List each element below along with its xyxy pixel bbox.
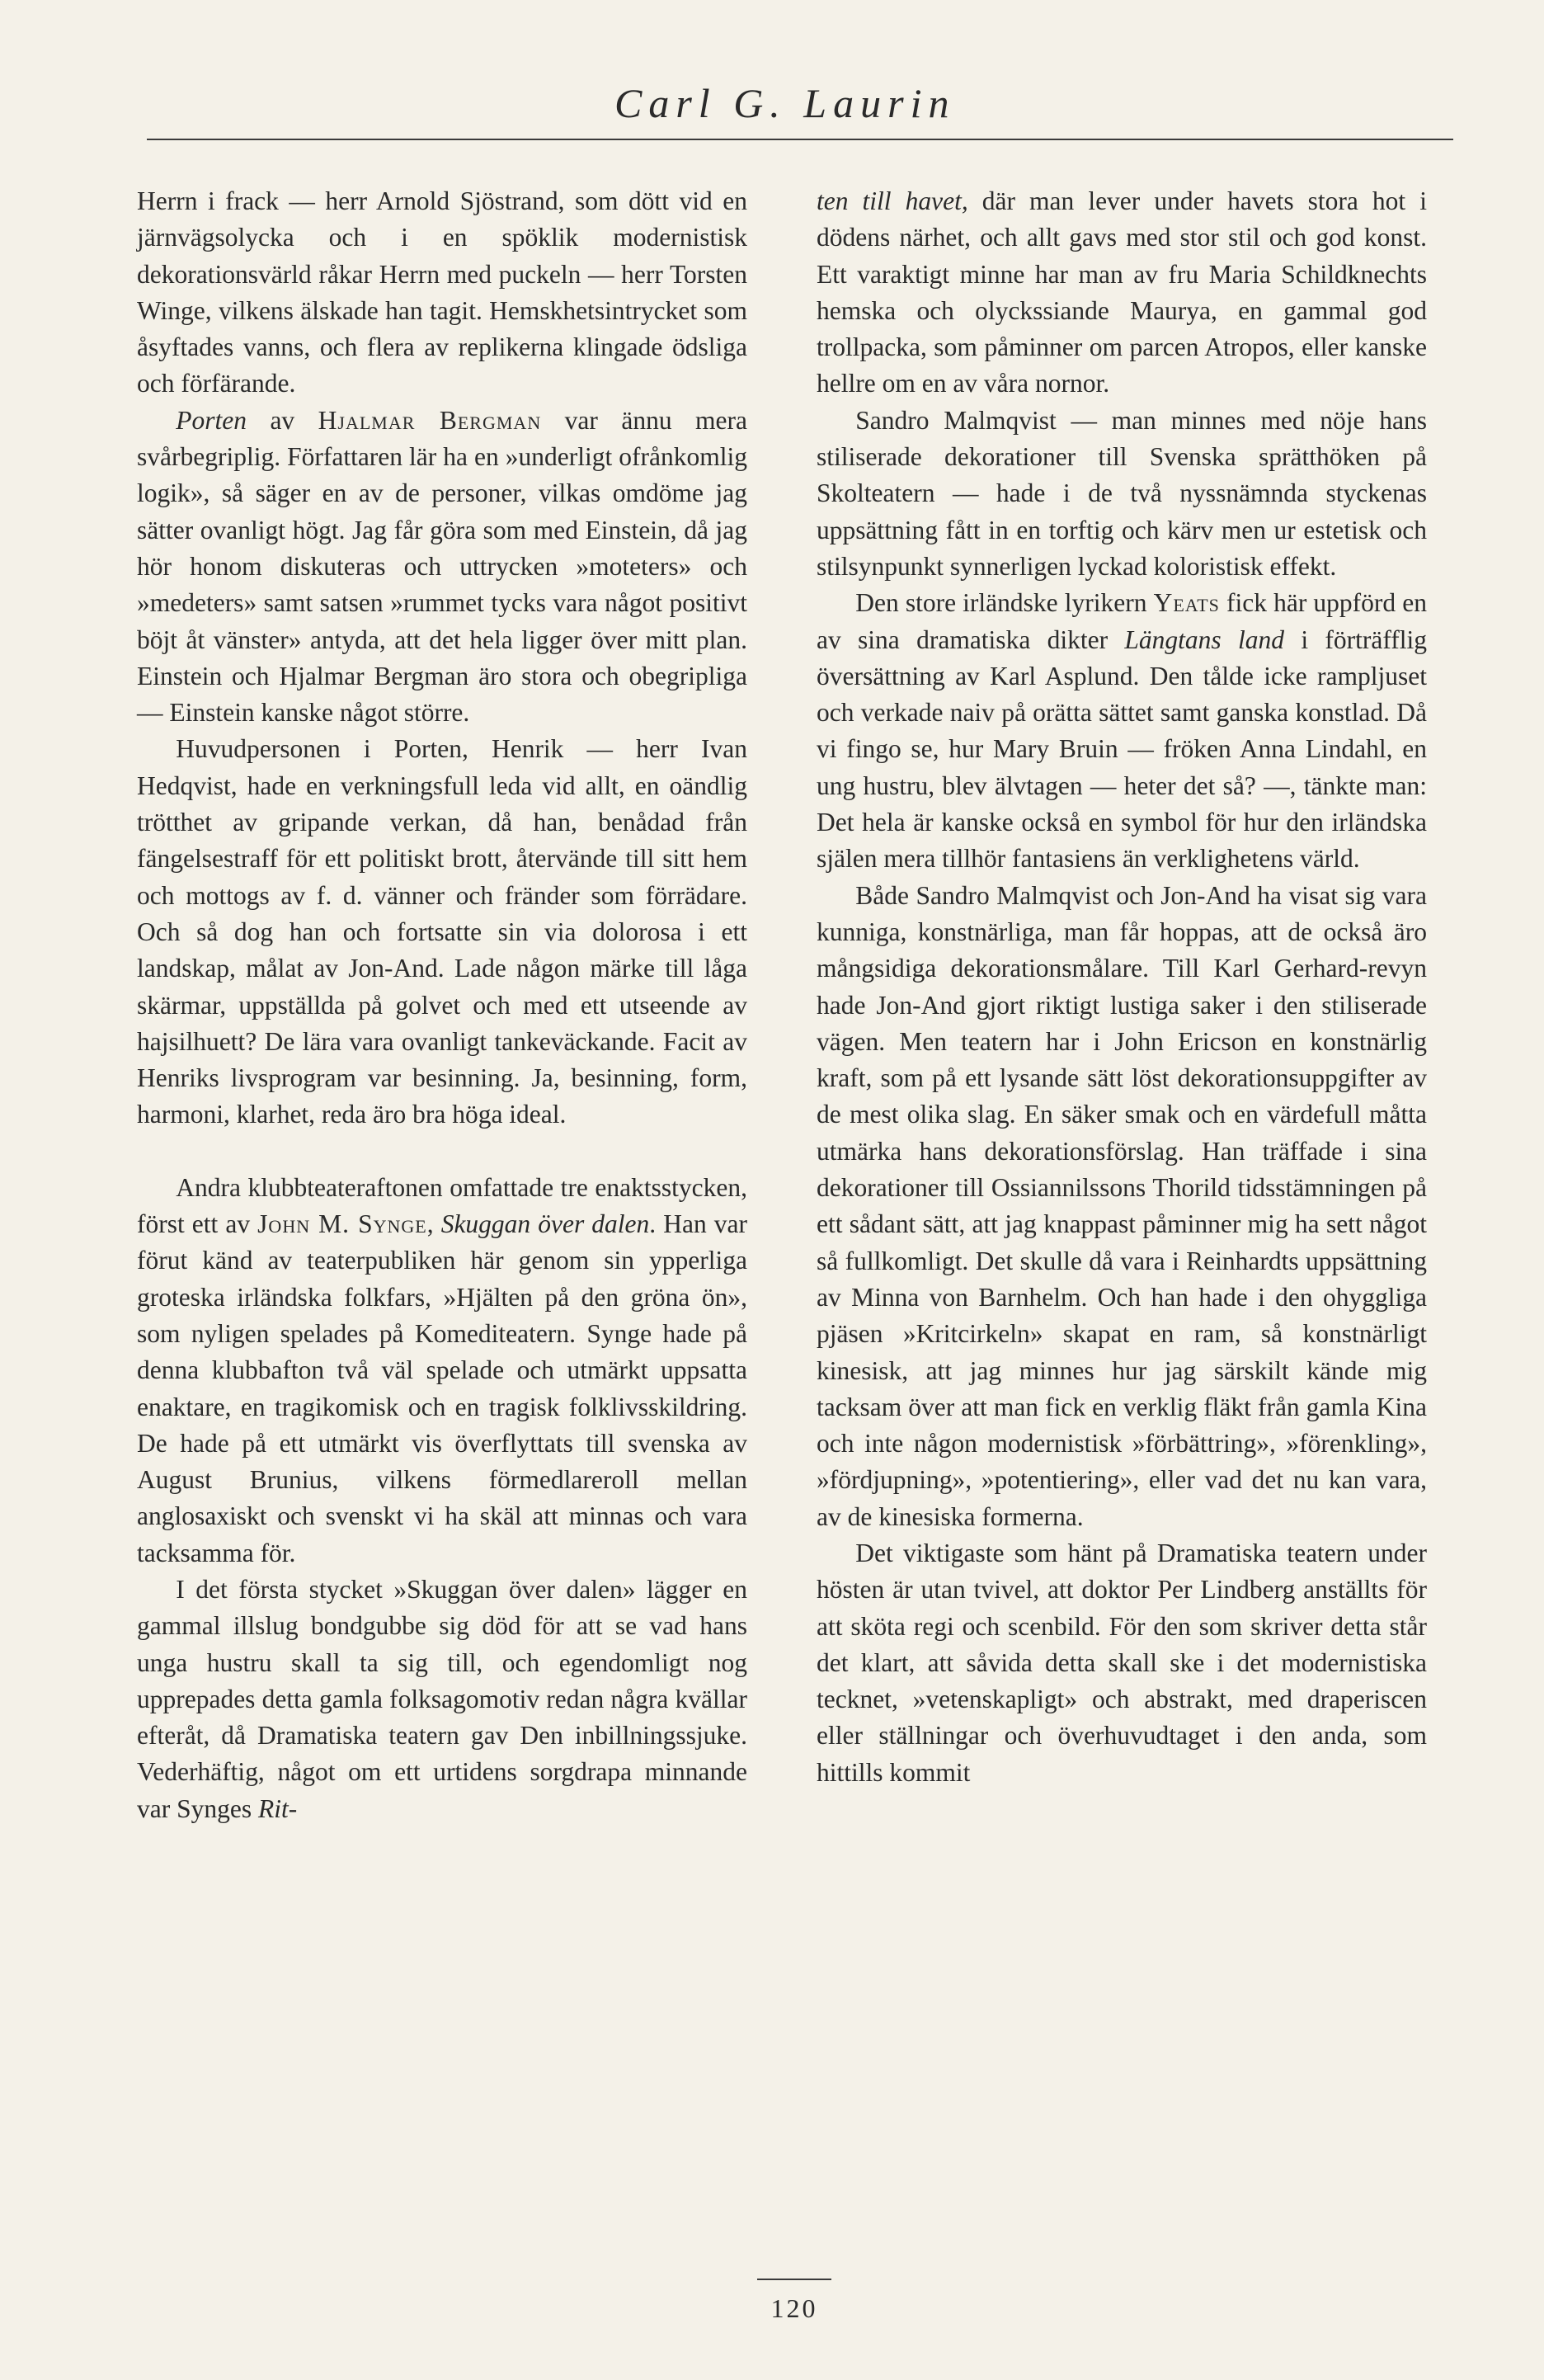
paragraph-text: Sandro Malmqvist — man minnes med nöje hans stiliserade dekorationer till Svenska sprätthöken på Skolteatern — hade i de två nyssnämnda styckenas uppsättning fått in en torftig och kärv men ur estetisk och stilsynpunkt synnerligen lyckad koloristisk effekt.	[817, 405, 1427, 581]
play-title: Skuggan över dalen	[440, 1209, 650, 1239]
play-title: Porten	[176, 405, 247, 435]
paragraph	[817, 585, 1427, 877]
paragraph-text: Herrn i frack — herr Arnold Sjöstrand, som dött vid en järnvägsolycka och i en spöklik modernistisk dekorationsvärld råkar Herrn med puckeln — herr Torsten Winge, vilkens älskade han tagit. Hemskhetsintrycket som åsyftades vanns, och flera av replikerna klingade ödsliga och förfärande.	[137, 186, 747, 398]
play-title: Längtans land	[1124, 624, 1284, 654]
running-head-author: Carl G. Laurin	[614, 80, 956, 126]
play-title: ten till havet,	[817, 186, 968, 215]
paragraph-text: Den store irländske lyrikern	[855, 588, 1154, 618]
right-column	[817, 183, 1427, 1791]
paragraph-text: Andra klubbteateraftonen omfattade tre enaktsstycken, först ett av	[137, 1172, 747, 1239]
paragraph-text: fick här uppförd en av sina dramatiska dikter	[817, 588, 1428, 654]
paragraph	[137, 1572, 747, 1827]
footer-rule	[757, 2279, 831, 2280]
paragraph	[817, 1535, 1427, 1791]
left-column	[137, 183, 747, 1827]
paragraph-text: i förträfflig översättning av Karl Asplund. Den tålde icke rampljuset och verkade naiv på orätta sättet samt ganska konstlad. Då vi fingo se, hur Mary Bruin — fröken Anna Lindahl, en ung hustru, blev älvtagen — heter det så? —, tänkte man: Det hela är kanske också en symbol för hur den irländska själen mera tillhör fantasiens än verklighetens värld.	[817, 624, 1427, 874]
paragraph-text: var ännu mera svårbegriplig. Författaren lär ha en »underligt ofrånkomlig logik», så säger en av de personer, vilkas omdöme jag sätter ovanligt högt. Jag får göra som med Einstein, då jag hör honom diskuteras och uttrycken »moteters» och »medeters» samt satsen »rummet tycks vara något positivt böjt åt vänster» antyda, att det hela ligger över mitt plan. Einstein och Hjalmar Bergman äro stora och obegripliga — Einstein kanske något större.	[137, 405, 748, 728]
page-header	[0, 79, 1544, 129]
paragraph-text: I det första stycket »Skuggan över dalen» lägger en gammal illslug bondgubbe sig död för att se vad hans unga hustru skall ta sig till, och egendomligt nog upprepades detta gamla folksagomotiv redan några kvällar efteråt, då Dramatiska teatern gav Den inbillningssjuke. Vederhäftig, något om ett urtidens sorgdrapa minnande var Synges	[137, 1574, 747, 1823]
paragraph	[817, 403, 1427, 585]
paragraph-text: av	[246, 405, 318, 435]
paragraph-text: . Han var förut känd av teaterpubliken här genom sin ypperliga groteska irländska folkfars, »Hjälten på den gröna ön», som nyligen spelades på Komediteatern. Synge hade på denna klubbafton två väl spelade och utmärkt uppsatta enaktare, en tragikomisk och en tragisk folklivsskildring. De hade på ett utmärkt vis överflyttats till svenska av August Brunius, vilkens förmedlareroll mellan anglosaxiskt och svenskt vi ha skäl att minnas och vara tacksamma för.	[137, 1209, 747, 1567]
paragraph	[817, 878, 1427, 1535]
paragraph	[137, 731, 747, 1133]
paragraph-text: Huvudpersonen i Porten, Henrik — herr Ivan Hedqvist, hade en verkningsfull leda vid allt, en oändlig trötthet av gripande verkan, då han, benådad från fängelsestraff för ett politiskt brott, återvände till sitt hem och mottogs av f. d. vänner och fränder som förrädare. Och så dog han och fortsatte sin via dolorosa i ett landskap, målat av Jon-And. Lade någon märke till låga skärmar, uppställda på golvet och med ett utseende av hajsilhuett? De lära vara ovanligt tankeväckande. Facit av Henriks livsprogram var besinning. Ja, besinning, form, harmoni, klarhet, reda äro bra höga ideal.	[137, 734, 747, 1129]
paragraph	[137, 183, 747, 403]
paragraph-text: där man lever under havets stora hot i dödens närhet, och allt gavs med stor stil och god konst. Ett varaktigt minne har man av fru Maria Schildknechts hemska och olyckssiande Maurya, en gammal god trollpacka, som påminner om parcen Atropos, eller kanske hellre om en av våra nornor.	[817, 186, 1427, 398]
author-name: John M. Synge	[257, 1209, 427, 1239]
author-name: Yeats	[1153, 588, 1220, 618]
author-name: Hjalmar Bergman	[318, 405, 542, 435]
page-number: 120	[770, 2293, 818, 2323]
play-title: Rit-	[257, 1793, 298, 1823]
paragraph	[137, 1170, 747, 1572]
paragraph	[817, 183, 1427, 403]
paragraph	[137, 403, 747, 732]
paragraph-text: Både Sandro Malmqvist och Jon-And ha visat sig vara kunniga, konstnärliga, man får hoppas, att de också äro mångsidiga dekorationsmålare. Till Karl Gerhard-revyn hade Jon-And gjort riktigt lustiga saker i den stiliserade vägen. Men teatern har i John Ericson en konstnärlig kraft, som på ett lysande sätt löst dekorationsuppgifter av de mest olika slag. En säker smak och en värdefull måtta utmärka hans dekorationsförslag. Han träffade i sina dekorationer till Ossiannilssons Thorild tidsstämningen på ett sådant sätt, att jag knappast påminner mig ha sett något så fullkomligt. Det skulle då vara i Reinhardts uppsättning av Minna von Barnhelm. Och han hade i den ohyggliga pjäsen »Kritcirkeln» skapat en ram, så konstnärligt kinesisk, att jag minnes hur jag särskilt kände mig tacksam över att man fick en verklig fläkt från gamla Kina och inte någon modernistisk »förbättring», »förenkling», »fördjupning», »potentiering», eller vad det nu kan vara, av de kinesiska formerna.	[817, 880, 1427, 1531]
paragraph-text: Det viktigaste som hänt på Dramatiska teatern under hösten är utan tvivel, att doktor Per Lindberg anställts för att sköta regi och scenbild. För den som skriver detta står det klart, att såvida detta skall ske i det modernistiska tecknet, »vetenskapligt» och abstrakt, med draperiscen eller ställningar och överhuvudtaget i den anda, som hittills kommit	[817, 1538, 1427, 1787]
header-rule	[147, 139, 1453, 140]
paragraph-text: ,	[426, 1209, 441, 1239]
